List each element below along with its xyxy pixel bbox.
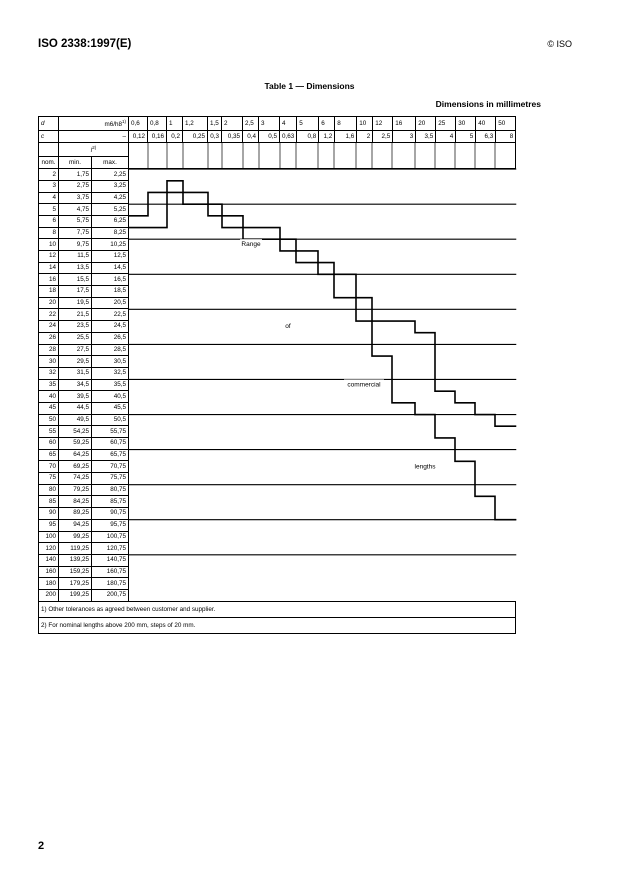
length-min-cell: 139,25 [59,554,92,566]
length-nom-cell: 3 [39,180,59,192]
c-value-cell: 4 [436,131,456,143]
length-row [39,344,516,356]
length-row [39,192,516,204]
length-nom-cell: 5 [39,204,59,216]
length-row [39,262,516,274]
c-value-cell: 5 [456,131,476,143]
length-row [39,554,516,566]
footnote-row [39,617,516,633]
d-row [39,117,516,131]
c-value-cell: 2 [357,131,373,143]
length-max-cell: 55,75 [92,426,129,438]
length-min-cell: 15,5 [59,274,92,286]
length-row [39,215,516,227]
footnote: 2) For nominal lengths above 200 mm, steps of 20 mm. [39,617,516,633]
length-row [39,227,516,239]
d-symbol-cell: d [39,117,59,131]
length-min-cell: 94,25 [59,519,92,531]
d-value-cell: 20 [416,117,436,131]
length-max-cell: 18,5 [92,286,129,298]
footnote-row [39,601,516,617]
length-min-cell: 4,75 [59,204,92,216]
dimensions-table [38,116,516,634]
length-min-cell: 1,75 [59,169,92,181]
length-nom-cell: 35 [39,379,59,391]
page-number: 2 [38,840,45,852]
range-chart-area [129,143,516,471]
length-row [39,180,516,192]
length-row [39,438,516,450]
length-min-cell: 49,5 [59,414,92,426]
length-row [39,578,516,590]
length-nom-cell: 180 [39,578,59,590]
length-max-cell: 14,5 [92,262,129,274]
length-nom-cell: 160 [39,566,59,578]
footnote: 1) Other tolerances as agreed between customer and supplier. [39,601,516,617]
length-max-cell: 80,75 [92,484,129,496]
length-row [39,473,516,485]
length-min-cell: 23,5 [59,321,92,333]
length-row [39,251,516,263]
length-max-cell: 90,75 [92,508,129,520]
length-min-cell: 29,5 [59,356,92,368]
length-nom-cell: 6 [39,215,59,227]
length-max-cell: 22,5 [92,309,129,321]
c-value-cell: 0,2 [167,131,183,143]
length-max-cell: 4,25 [92,192,129,204]
length-row [39,169,516,181]
length-row [39,461,516,473]
c-value-cell: 1,6 [335,131,357,143]
length-nom-cell: 85 [39,496,59,508]
length-nom-cell: 60 [39,438,59,450]
d-value-cell: 0,8 [148,117,167,131]
length-max-cell: 140,75 [92,554,129,566]
range-lower-boundary-line [129,181,516,426]
min-header: min. [59,157,92,169]
length-max-cell: 65,75 [92,449,129,461]
d-value-cell: 16 [393,117,416,131]
length-max-cell: 60,75 [92,438,129,450]
length-nom-cell: 14 [39,262,59,274]
length-max-cell: 50,5 [92,414,129,426]
length-row [39,426,516,438]
range-label-word: Range [241,241,261,249]
length-row [39,367,516,379]
c-value-cell: 8 [496,131,516,143]
length-min-cell: 74,25 [59,473,92,485]
length-min-cell: 69,25 [59,461,92,473]
length-max-cell: 26,5 [92,332,129,344]
length-nom-cell: 26 [39,332,59,344]
max-header: max. [92,157,129,169]
length-row [39,286,516,298]
d-value-cell: 1,5 [208,117,222,131]
length-min-cell: 3,75 [59,192,92,204]
length-max-cell: 20,5 [92,297,129,309]
length-nom-cell: 200 [39,589,59,601]
d-value-cell: 2,5 [243,117,259,131]
length-nom-cell: 10 [39,239,59,251]
c-symbol-cell: c [39,131,59,143]
length-nom-cell: 8 [39,227,59,239]
length-row [39,519,516,531]
length-nom-cell: 140 [39,554,59,566]
length-max-cell: 6,25 [92,215,129,227]
length-row [39,566,516,578]
d-value-cell: 4 [280,117,297,131]
length-nom-cell: 120 [39,543,59,555]
length-max-cell: 10,25 [92,239,129,251]
c-value-cell: 0,16 [148,131,167,143]
length-min-cell: 31,5 [59,367,92,379]
c-row [39,131,516,143]
c-value-cell: 0,63 [280,131,297,143]
c-value-cell: 1,2 [319,131,335,143]
length-min-cell: 27,5 [59,344,92,356]
length-min-cell: 7,75 [59,227,92,239]
length-row [39,356,516,368]
length-row [39,589,516,601]
length-min-cell: 159,25 [59,566,92,578]
range-label-word: of [285,323,291,331]
standard-designation: ISO 2338:1997(E) [38,38,132,50]
copyright-notice: © ISO [547,39,572,49]
length-row [39,239,516,251]
length-nom-cell: 55 [39,426,59,438]
length-nom-cell: 18 [39,286,59,298]
nom-header: nom. [39,157,59,169]
length-min-cell: 11,5 [59,251,92,263]
length-max-cell: 160,75 [92,566,129,578]
length-nom-cell: 45 [39,402,59,414]
length-nom-cell: 24 [39,321,59,333]
d-value-cell: 2 [222,117,243,131]
length-nom-cell: 12 [39,251,59,263]
length-max-cell: 75,75 [92,473,129,485]
length-nom-cell: 70 [39,461,59,473]
length-row [39,414,516,426]
length-min-cell: 84,25 [59,496,92,508]
length-max-cell: 32,5 [92,367,129,379]
length-min-cell: 39,5 [59,391,92,403]
l-row [39,143,516,157]
length-min-cell: 2,75 [59,180,92,192]
length-max-cell: 3,25 [92,180,129,192]
units-note: Dimensions in millimetres [435,99,541,109]
length-nom-cell: 50 [39,414,59,426]
length-row [39,321,516,333]
length-row [39,274,516,286]
length-row [39,531,516,543]
length-row [39,402,516,414]
d-value-cell: 12 [373,117,393,131]
d-tolerance-ref: 1) [121,119,126,124]
c-value-cell: 2,5 [373,131,393,143]
d-value-cell: 0,6 [129,117,148,131]
l-ref: 2) [92,145,97,151]
length-max-cell: 180,75 [92,578,129,590]
d-value-cell: 25 [436,117,456,131]
length-min-cell: 17,5 [59,286,92,298]
length-nom-cell: 22 [39,309,59,321]
length-nom-cell: 75 [39,473,59,485]
d-value-cell: 40 [476,117,496,131]
length-min-cell: 99,25 [59,531,92,543]
length-row [39,309,516,321]
d-value-cell: 50 [496,117,516,131]
length-min-cell: 19,5 [59,297,92,309]
length-max-cell: 5,25 [92,204,129,216]
c-value-cell: 0,4 [243,131,259,143]
length-nom-cell: 28 [39,344,59,356]
length-nom-cell: 65 [39,449,59,461]
length-row [39,204,516,216]
length-nom-cell: 80 [39,484,59,496]
length-nom-cell: 16 [39,274,59,286]
length-max-cell: 200,75 [92,589,129,601]
length-nom-cell: 20 [39,297,59,309]
c-value-cell: 0,25 [183,131,208,143]
d-value-cell: 3 [259,117,280,131]
length-max-cell: 70,75 [92,461,129,473]
c-value-cell: 0,12 [129,131,148,143]
length-nom-cell: 90 [39,508,59,520]
length-max-cell: 12,5 [92,251,129,263]
length-row [39,391,516,403]
length-max-cell: 28,5 [92,344,129,356]
length-max-cell: 45,5 [92,402,129,414]
c-value-cell: 0,5 [259,131,280,143]
c-value-cell: 3,5 [416,131,436,143]
length-min-cell: 89,25 [59,508,92,520]
range-upper-boundary-line [129,193,516,520]
length-min-cell: 54,25 [59,426,92,438]
length-min-cell: 64,25 [59,449,92,461]
length-nom-cell: 30 [39,356,59,368]
length-max-cell: 2,25 [92,169,129,181]
length-nom-cell: 95 [39,519,59,531]
d-value-cell: 5 [297,117,319,131]
length-nom-cell: 100 [39,531,59,543]
d-value-cell: 1,2 [183,117,208,131]
length-row [39,508,516,520]
length-max-cell: 35,5 [92,379,129,391]
length-min-cell: 34,5 [59,379,92,391]
d-value-cell: 30 [456,117,476,131]
range-label-word: commercial [347,381,381,389]
c-dash-cell: – [59,131,129,143]
range-chart [129,143,516,471]
d-value-cell: 6 [319,117,335,131]
l-symbol: l [90,147,93,155]
c-value-cell: 0,8 [297,131,319,143]
c-value-cell: 0,35 [222,131,243,143]
length-min-cell: 44,5 [59,402,92,414]
c-value-cell: 6,3 [476,131,496,143]
length-min-cell: 25,5 [59,332,92,344]
length-row [39,332,516,344]
length-row [39,379,516,391]
d-value-cell: 10 [357,117,373,131]
d-value-cell: 1 [167,117,183,131]
d-tolerance-cell [59,117,129,131]
length-min-cell: 199,25 [59,589,92,601]
length-nom-cell: 4 [39,192,59,204]
l-header-cell [59,143,129,157]
length-min-cell: 9,75 [59,239,92,251]
length-row [39,449,516,461]
length-max-cell: 24,5 [92,321,129,333]
range-label-word: lengths [414,463,436,471]
length-max-cell: 16,5 [92,274,129,286]
c-value-cell: 0,3 [208,131,222,143]
length-nom-cell: 32 [39,367,59,379]
length-min-cell: 119,25 [59,543,92,555]
length-min-cell: 13,5 [59,262,92,274]
table-caption: Table 1 — Dimensions [264,81,355,91]
length-min-cell: 5,75 [59,215,92,227]
length-min-cell: 21,5 [59,309,92,321]
length-row [39,496,516,508]
d-value-cell: 8 [335,117,357,131]
length-max-cell: 40,5 [92,391,129,403]
length-row [39,297,516,309]
length-row [39,543,516,555]
length-max-cell: 30,5 [92,356,129,368]
length-max-cell: 8,25 [92,227,129,239]
length-min-cell: 59,25 [59,438,92,450]
length-max-cell: 120,75 [92,543,129,555]
length-row [39,484,516,496]
length-max-cell: 85,75 [92,496,129,508]
c-value-cell: 3 [393,131,416,143]
length-max-cell: 100,75 [92,531,129,543]
length-nom-cell: 2 [39,169,59,181]
d-tolerance: m6/h8 [104,121,122,129]
length-max-cell: 95,75 [92,519,129,531]
length-min-cell: 79,25 [59,484,92,496]
length-min-cell: 179,25 [59,578,92,590]
l-blank-cell [39,143,59,157]
length-nom-cell: 40 [39,391,59,403]
